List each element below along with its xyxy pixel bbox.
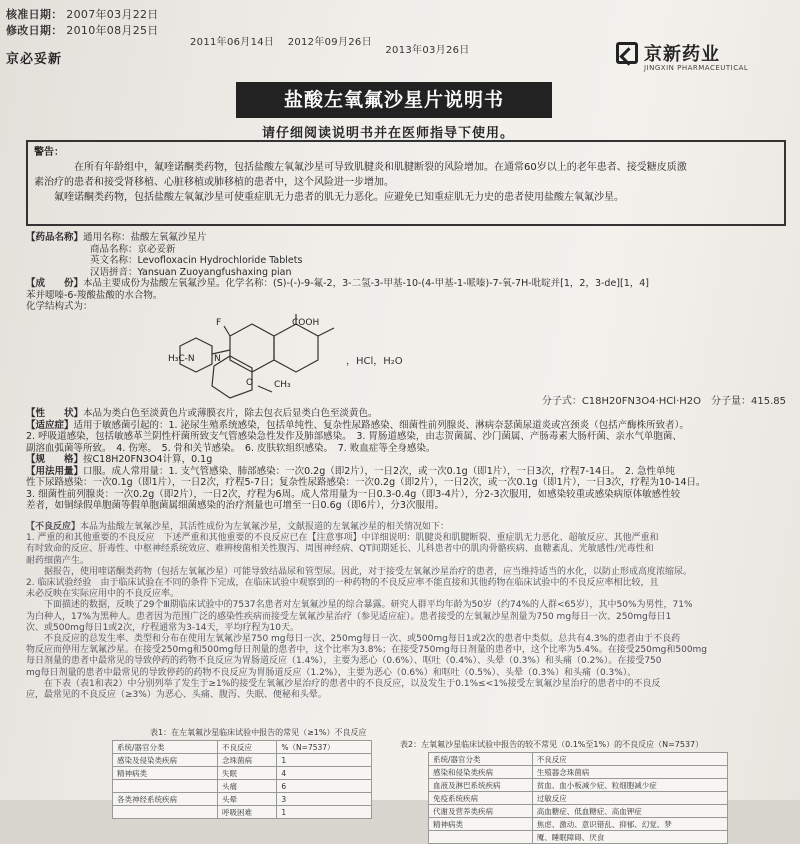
trade-name: 商品名称：京必妥新 (90, 243, 176, 255)
section-label: 【用法用量】 (26, 465, 84, 477)
cooh-label: COOH (292, 318, 320, 328)
extra-revision-dates (190, 33, 480, 56)
adverse-text: 为白种人，17%为黑种人。患者因为范围广泛的感染性疾病而接受左氧氟沙星治疗（参见适应症）。患者接受的左氧氟沙星剂量为750 mg每日一次、250mg每日1 (26, 611, 672, 622)
document-title: 盐酸左氧氟沙星片说明书 (236, 82, 552, 118)
indications-text: 适用于敏感菌引起的：1. 泌尿生殖系统感染，包括单纯性、复杂性尿路感染、细菌性前列腺炎、淋病奈瑟菌尿道炎或宫颈炎（包括产酶株所致者）。 (73, 419, 689, 431)
table-cell: 精神病类 (113, 767, 218, 780)
adverse-text: 未必反映在实际应用中的不良反应率。 (26, 589, 180, 600)
table-cell: 4 (277, 767, 372, 780)
warning-box (26, 140, 786, 226)
adverse-text: 1. 严重的和其他重要的不良反应 下述严重和其他重要的不良反应已在【注意事项】中详细说明：肌腱炎和肌腱断裂、重症肌无力恶化、超敏反应、其他严重和 (26, 533, 659, 544)
composition-text: 本品主要成份为盐酸左氧氟沙星。化学名称：(S)-(-)-9-氟-2，3-二氢-3-甲基-10-(4-甲基-1-哌嗪)-7-氧-7H-吡啶并[1，2，3-de][1，4] (83, 278, 649, 289)
adverse-text: mg每日剂量的患者中最常见的导致停药的药物不良反应为胃肠道反应（1.2%），主要为恶心（0.6%）和呕吐（0.5%）、头晕（0.3%）和头痛（0.3%）。 (26, 667, 637, 678)
table-cell: 头晕 (218, 793, 277, 806)
oxygen-label: O (246, 378, 254, 388)
indications-text: 2. 呼吸道感染，包括敏感革兰阴性杆菌所致支气管感染急性发作及肺部感染。 3. 胃肠道感染，由志贺菌属、沙门菌属、产肠毒素大肠杆菌、亲水气单胞菌、 (26, 431, 682, 442)
document-subtitle: 请仔细阅读说明书并在医师指导下使用。 (262, 126, 515, 141)
table-row (429, 779, 728, 792)
table-cell: 呼吸困难 (218, 806, 277, 819)
table2-caption: 表2：左氧氟沙星临床试验中报告的较不常见（0.1%至1%）的不良反应（N=7537） (400, 740, 704, 749)
adverse-text: 在下表（表1和表2）中分别列举了发生于≥1%的接受左氧氟沙星治疗的患者中的不良反应，以及发生于0.1%≤<1%接受左氧氟沙星治疗的患者中的不良反 (44, 678, 661, 689)
section-label: 【性 状】 (26, 408, 84, 419)
adverse-text: 有时致命的反应、肝毒性、中枢神经系统效应、难辨梭菌相关性腹泻、周围神经病、QT间期延长、儿科患者中的肌肉骨骼疾病、血糖紊乱、光敏感性/光毒性和 (26, 544, 654, 555)
table-cell: 念珠菌病 (218, 754, 277, 767)
table-header-cell: 系统/器官分类 (113, 741, 218, 754)
table-header-cell: 不良反应 (218, 741, 277, 754)
usage-text: 性下尿路感染：一次0.1g（即1片），一日2次，疗程5-7日；复杂性尿路感染：一次0.2g（即2片），一日2次，或一次0.1g（即1片），一日3次，疗程为10-14日。 (26, 477, 706, 488)
table-row (113, 780, 372, 793)
generic-name: 通用名称：盐酸左氧氟沙星片 (83, 232, 207, 243)
usage-text: 3. 细菌性前列腺炎：一次0.2g（即2片），一日2次，疗程为6周。成人常用量为一日0.3-0.4g（即3-4片），分2-3次服用，如感染较重或感染病原体敏感性较 (26, 488, 681, 500)
logo-english-name: JINGXIN PHARMACEUTICAL (644, 64, 749, 72)
table-row (429, 831, 728, 844)
revision-date: 2012年09月26日 (287, 37, 372, 48)
table-row (113, 793, 372, 806)
section-label: 【规 格】 (26, 454, 84, 465)
composition-text: 苯并噁嗪-6-羧酸盐酸的水合物。 (26, 289, 163, 301)
adverse-text: 耐药细菌产生。 (26, 555, 90, 566)
table-cell: 过敏反应 (532, 792, 727, 805)
jingxin-logo-icon (616, 42, 638, 64)
drug-name-section (26, 232, 790, 313)
nitrogen-label: N (214, 354, 221, 364)
company-logo (616, 40, 786, 80)
table-row (113, 754, 372, 767)
warning-line: 在所有年龄组中，氟喹诺酮类药物，包括盐酸左氧氟沙星可导致肌腱炎和肌腱断裂的风险增加。在通常60岁以上的老年患者、接受糖皮质激 (74, 162, 687, 173)
table-cell: 生殖器念珠菌病 (532, 766, 727, 779)
warning-line: 素治疗的患者和接受肾移植、心脏移植或肺移植的患者中，这个风险进一步增加。 (34, 177, 394, 188)
table-header-cell: 不良反应 (532, 753, 727, 766)
adverse-text: 每日剂量的患者中最常见的导致停药的药物不良反应为胃肠道反应（1.4%），主要为恶心（0.6%）、呕吐（0.4%）、头晕（0.3%）和头痛（0.2%）。在接受750 (26, 656, 662, 667)
table2-uncommon-adverse-reactions (428, 752, 728, 844)
table-row (429, 805, 728, 818)
table-cell: 3 (277, 793, 372, 806)
table1-caption: 表1：在左氧氟沙星临床试验中报告的常见（≥1%）不良反应 (150, 728, 367, 737)
english-name: 英文名称：Levofloxacin Hydrochloride Tablets (90, 255, 303, 266)
table-cell: 失眠 (218, 767, 277, 780)
table-cell: 头痛 (218, 780, 277, 793)
table-cell: 血液及淋巴系统疾病 (429, 779, 533, 792)
section-label: 【成 份】 (26, 278, 84, 289)
revision-date: 2011年06月14日 (190, 37, 275, 48)
table-cell: 各类神经系统疾病 (113, 793, 218, 806)
methylpiperazine-label: H₃C-N (168, 354, 195, 364)
table-cell: 高血糖症、低血糖症、高血钾症 (532, 805, 727, 818)
table-header-row (429, 753, 728, 766)
table-header-row (113, 741, 372, 754)
table-row (113, 806, 372, 819)
table-cell: 贫血、血小板减少症、粒细胞减少症 (532, 779, 727, 792)
table-cell: 精神病类 (429, 818, 533, 831)
table-row (429, 766, 728, 779)
table-cell: 感染及侵染类疾病 (113, 754, 218, 767)
approve-date-line (6, 6, 159, 22)
warning-heading: 警告： (34, 147, 64, 158)
table-cell: 魇、睡眠障碍、厌食 (532, 831, 727, 844)
table1-common-adverse-reactions (112, 740, 372, 819)
section-label: 【药品名称】 (26, 232, 84, 243)
table-cell: 1 (277, 806, 372, 819)
table-row (429, 792, 728, 805)
revise-date-line (6, 22, 159, 38)
logo-chinese-name: 京新药业 (644, 44, 720, 65)
spec-text: 按C18H20FN3O4计算，0.1g (83, 454, 213, 465)
adverse-text: 2. 临床试验经验 由于临床试验在不同的条件下完成，在临床试验中观察到的一种药物的不良反应率不能直接和其他药物在临床试验中的不良反应率相比较，且 (26, 578, 659, 589)
approve-label: 核准日期： (6, 8, 63, 21)
table-cell: 1 (277, 754, 372, 767)
methyl-label: CH₃ (274, 380, 291, 390)
revision-date: 2013年03月26日 (385, 45, 470, 56)
table-cell: 6 (277, 780, 372, 793)
table-header-cell: 系统/器官分类 (429, 753, 533, 766)
section-label: 【适应症】 (26, 419, 74, 431)
table-cell (429, 831, 533, 844)
warning-line: 氟喹诺酮类药物，包括盐酸左氧氟沙星可使重症肌无力患者的肌无力恶化。应避免已知重症肌无力史的患者使用盐酸左氧氟沙星。 (54, 192, 624, 203)
molecular-formula: 分子式：C18H20FN3O4·HCl·H2O 分子量：415.85 (541, 396, 786, 407)
adverse-reactions-section (26, 522, 790, 701)
usage-text: 差者，如铜绿假单胞菌等假单胞菌属细菌感染的治疗剂量也可增至一日0.6g（即6片），分3次服用。 (26, 500, 444, 511)
pinyin-name: 汉语拼音：Yansuan Zuoyangfushaxing pian (90, 266, 292, 278)
composition-text: 化学结构式为： (26, 301, 93, 312)
usage-text: 口服。成人常用量：1. 支气管感染、肺部感染：一次0.2g（即2片），一日2次，或一次0.1g（即1片），一日3次，疗程7-14日。 2. 急性单纯 (83, 465, 675, 477)
table-row (429, 818, 728, 831)
salt-label: ，HCl，H₂O (346, 356, 403, 367)
properties-section (26, 408, 790, 512)
adverse-text: 不良反应的总发生率、类型和分布在使用左氧氟沙星750 mg每日一次、250mg每日一次、或500mg每日1或2次的患者中类似。总共有4.3%的患者由于不良药 (44, 634, 681, 645)
approve-date: 2007年03月22日 (66, 8, 159, 21)
section-label: 【不良反应】 (26, 522, 81, 532)
table-cell (113, 806, 218, 819)
adverse-text: 下面描述的数据，反映了29个Ⅲ期临床试验中的7537名患者对左氧氟沙星的综合暴露。研究人群平均年龄为50岁（约74%的人群<65岁），其中50%为男性，71% (44, 600, 693, 611)
table-cell: 免疫系统疾病 (429, 792, 533, 805)
brand-name: 京必妥新 (6, 52, 63, 67)
table-row (113, 767, 372, 780)
table-cell: 代谢及营养类疾病 (429, 805, 533, 818)
table-cell: 焦虑、激动、意识错乱、抑郁、幻觉、梦 (532, 818, 727, 831)
indications-text: 副溶血弧菌等所致。 4. 伤寒。 5. 骨和关节感染。 6. 皮肤软组织感染。 7. 败血症等全身感染。 (26, 442, 436, 454)
revise-label: 修改日期： (6, 24, 63, 37)
properties-text: 本品为类白色至淡黄色片或薄膜衣片，除去包衣后显类白色至淡黄色。 (83, 408, 378, 419)
adverse-text: 次、或500mg每日1或2次，疗程通常为3-14天，平均疗程为10天。 (26, 622, 299, 633)
table-cell: 感染和侵染类疾病 (429, 766, 533, 779)
table-header-cell: %（N=7537） (277, 741, 372, 754)
adverse-text: 本品为盐酸左氧氟沙星，其活性成份为左氧氟沙星，文献报道的左氧氟沙星的相关情况如下： (80, 522, 450, 532)
table-cell (113, 780, 218, 793)
fluoro-label: F (216, 318, 222, 328)
revise-date: 2010年08月25日 (66, 24, 159, 37)
adverse-text: 应，最常见的不良反应（≥3%）为恶心、头痛、腹泻、失眠、便秘和头晕。 (26, 690, 327, 701)
adverse-text: 物反应而停用左氧氟沙星。在接受250mg和500mg每日剂量的患者中，这个比率为3.8%；在接受750mg每日剂量的患者中，这个比率为5.4%。在接受250mg和500mg (26, 645, 708, 656)
adverse-text: 据报告，使用喹诺酮类药物（包括左氧氟沙星）可能导致结晶尿和管型尿。因此，对于接受左氧氟沙星治疗的患者，应当维持适当的水化，以防止形成高度浓缩尿。 (44, 566, 693, 577)
